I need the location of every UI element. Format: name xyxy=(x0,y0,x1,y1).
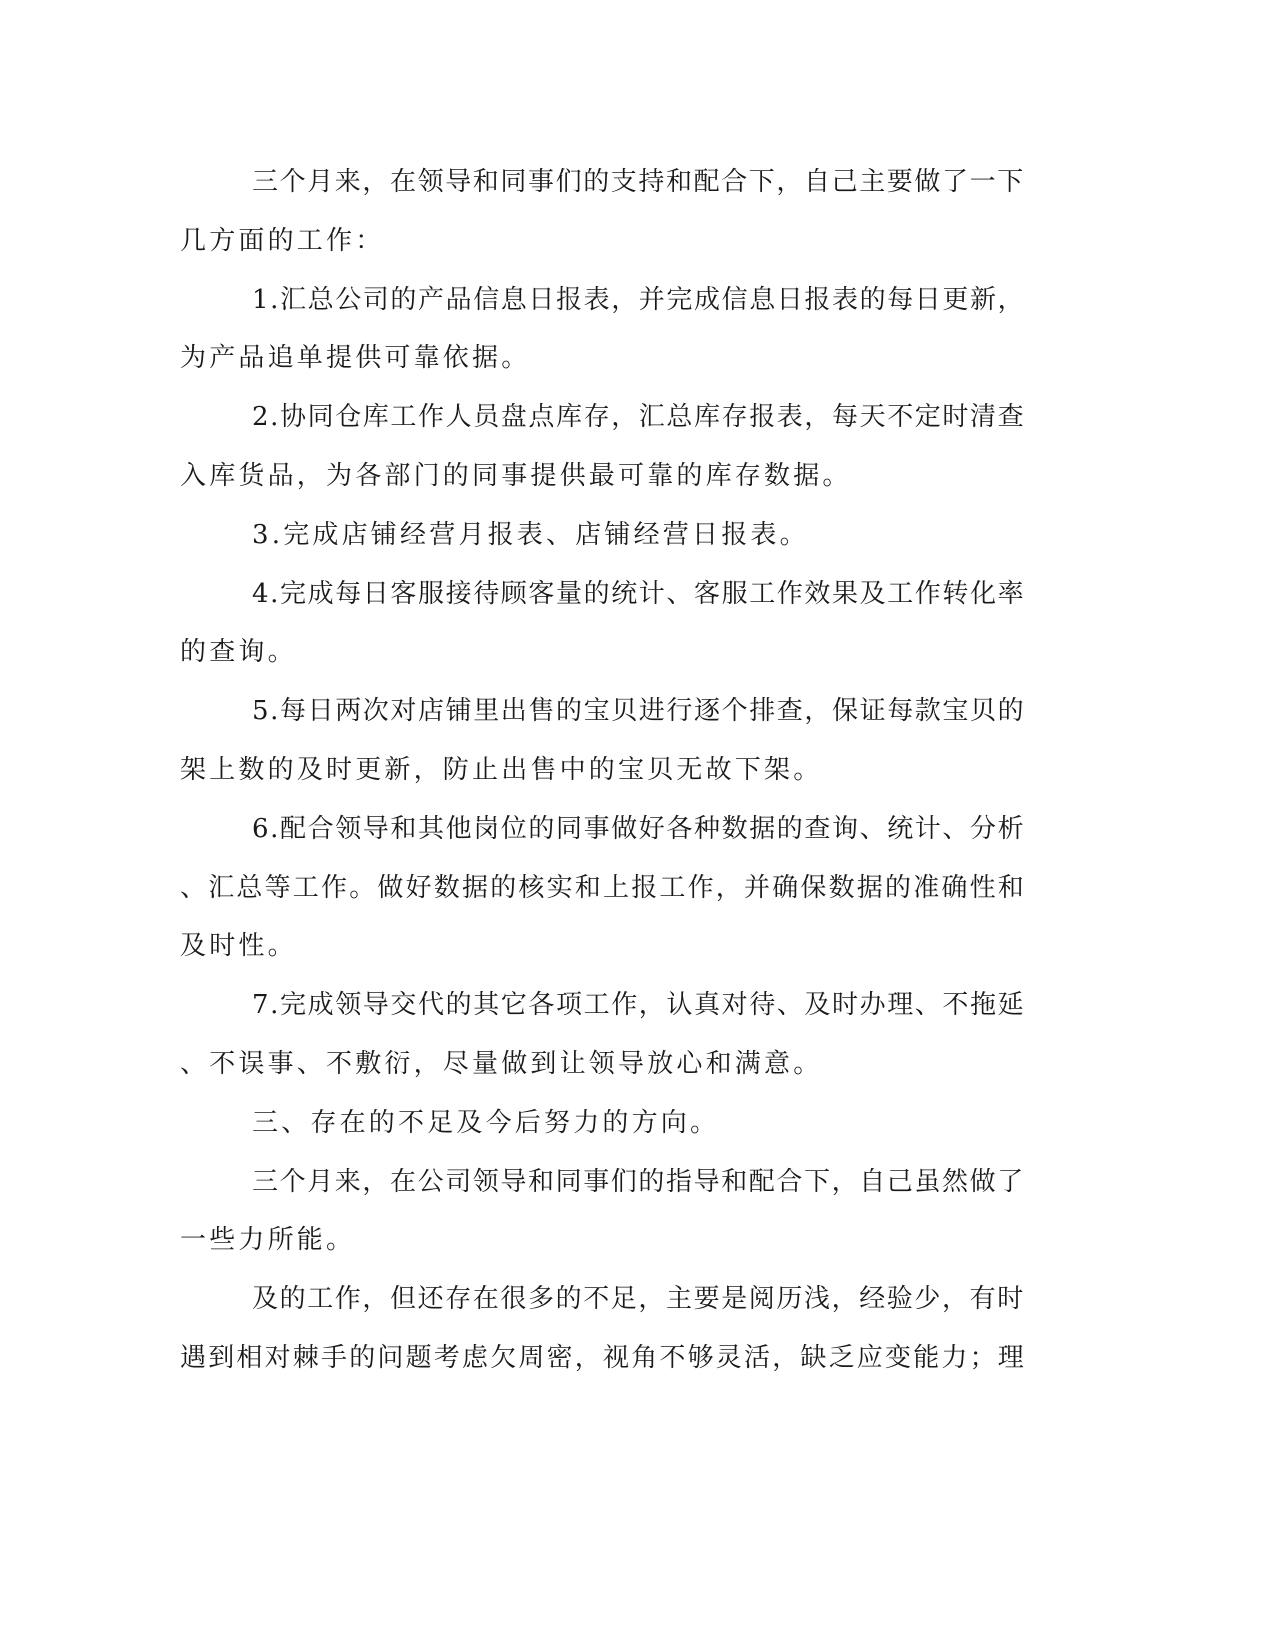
text-line: 4.完成每日客服接待顾客量的统计、客服工作效果及工作转化率 xyxy=(252,579,1026,609)
text-line: 3.完成店铺经营月报表、店铺经营日报表。 xyxy=(252,520,809,550)
text-line: 、不误事、不敷衍，尽量做到让领导放心和满意。 xyxy=(180,1049,823,1079)
text-line: 遇到相对棘手的问题考虑欠周密，视角不够灵活，缺乏应变能力；理 xyxy=(180,1343,1027,1373)
text-line: 5.每日两次对店铺里出售的宝贝进行逐个排查，保证每款宝贝的 xyxy=(252,696,1026,726)
text-line: 、汇总等工作。做好数据的核实和上报工作，并确保数据的准确性和 xyxy=(180,873,1027,903)
text-line: 及时性。 xyxy=(180,931,297,961)
text-line: 一些力所能。 xyxy=(180,1225,356,1255)
text-line: 7.完成领导交代的其它各项工作，认真对待、及时办理、不拖延 xyxy=(252,990,1026,1020)
text-line: 三个月来，在公司领导和同事们的指导和配合下，自己虽然做了 xyxy=(252,1167,1025,1197)
text-line: 2.协同仓库工作人员盘点库存，汇总库存报表，每天不定时清查 xyxy=(252,402,1026,432)
text-line: 6.配合领导和其他岗位的同事做好各种数据的查询、统计、分析 xyxy=(252,814,1026,844)
text-line: 三、存在的不足及今后努力的方向。 xyxy=(252,1108,720,1138)
text-line: 1.汇总公司的产品信息日报表，并完成信息日报表的每日更新， xyxy=(252,285,1026,315)
text-line: 及的工作，但还存在很多的不足，主要是阅历浅，经验少，有时 xyxy=(252,1284,1025,1314)
text-line: 架上数的及时更新，防止出售中的宝贝无故下架。 xyxy=(180,755,823,785)
text-line: 为产品追单提供可靠依据。 xyxy=(180,343,531,373)
text-line: 几方面的工作： xyxy=(180,226,385,256)
text-line: 三个月来，在领导和同事们的支持和配合下，自己主要做了一下 xyxy=(252,167,1025,197)
text-line: 入库货品，为各部门的同事提供最可靠的库存数据。 xyxy=(180,461,852,491)
text-line: 的查询。 xyxy=(180,637,297,667)
